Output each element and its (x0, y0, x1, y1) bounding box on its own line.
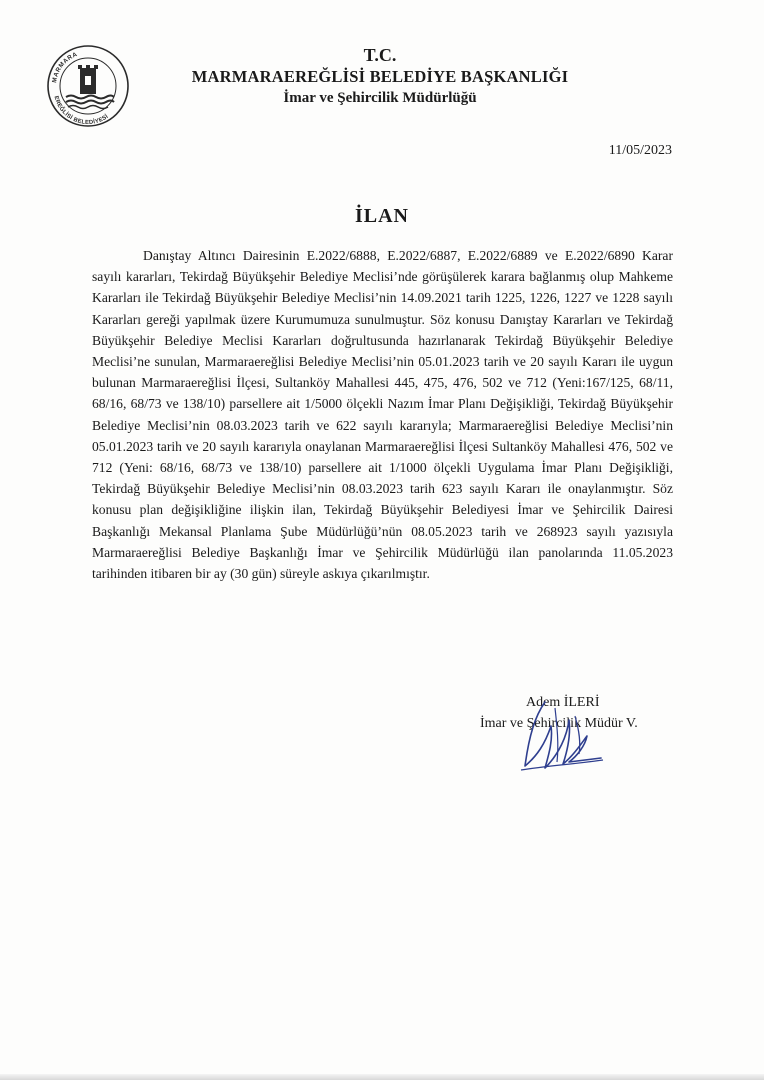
letterhead (160, 44, 600, 108)
document-title: İLAN (354, 205, 409, 227)
signatory-role: İmar ve Şehircilik Müdür V. (480, 716, 638, 731)
scan-edge (0, 1074, 764, 1080)
header-municipality: MARMARAEREĞLİSİ BELEDİYE BAŞKANLIĞI (191, 67, 569, 86)
document-date: 11/05/2023 (608, 143, 672, 158)
seal-text-bottom: EREĞLİSİ BELEDİYESİ (52, 95, 110, 127)
seal-text-top: MARMARA (51, 50, 79, 84)
svg-text:MARMARA (51, 51, 79, 83)
announcement-body: Danıştay Altıncı Dairesinin E.2022/6888, E.2022/6887, E.2022/6889 ve E.2022/6890 Karar sayılı kararları, Tekirdağ Büyükşehir Belediye Meclisi’nde görüşülerek karara bağlanmış olup Mahkeme Kararları ile Tekirdağ Büyükşehir Belediye Meclisi’nin 14.09.2021 tarih 1225, 1226, 1227 ve 1228 sayılı Kararları gereği yapılmak üzere Kurumumuza sunulmuştur. Söz konusu Danıştay Kararları ve Tekirdağ Büyükşehir Belediye Meclisi Kararları doğrultusunda hazırlanarak Tekirdağ Büyükşehir Belediye Meclisi’ne sunulan, Marmaraereğlisi Belediye Meclisi’nin 05.01.2023 tarih ve 20 sayılı Kararı ile uygun bulunan Marmaraereğlisi İlçesi, Sultanköy Mahallesi 445, 475, 476, 502 ve 712 (Yeni:167/125, 68/11, 68/16, 68/73 ve 138/10) parsellere ait 1/5000 ölçekli Nazım İmar Planı Değişikliği, Tekirdağ Büyükşehir Belediye Meclisi’nin 08.03.2023 tarih ve 622 sayılı kararıyla; Marmaraereğlisi Belediye Meclisi’nin 05.01.2023 tarih ve 20 sayılı kararıyla onaylanan Marmaraereğlisi İlçesi Sultanköy Mahallesi 476, 502 ve 712 (Yeni: 68/16, 68/73 ve 138/10) parsellere ait 1/1000 ölçekli Uygulama İmar Planı Değişikliği, Tekirdağ Büyükşehir Belediye Meclisi’nin 08.03.2023 tarih 623 sayılı Kararı ile onaylanmıştır. Söz konusu plan değişikliğine ilişkin ilan, Tekirdağ Büyükşehir Belediyesi İmar ve Şehircilik Dairesi Başkanlığı Mekansal Planlama Şube Müdürlüğü’nün 08.05.2023 tarih ve 268923 sayılı yazısıyla Marmaraereğlisi Belediye Başkanlığı İmar ve Şehircilik Müdürlüğü ilan panolarında 11.05.2023 tarihinden itibaren bir ay (30 gün) süreyle askıya çıkarılmıştır. (92, 248, 673, 582)
signatory-name: Adem İLERİ (526, 695, 600, 710)
handwritten-signature-icon (515, 696, 605, 776)
municipality-seal-icon (46, 44, 130, 128)
header-department: İmar ve Şehircilik Müdürlüğü (283, 90, 477, 106)
header-tc: T.C. (363, 45, 397, 65)
